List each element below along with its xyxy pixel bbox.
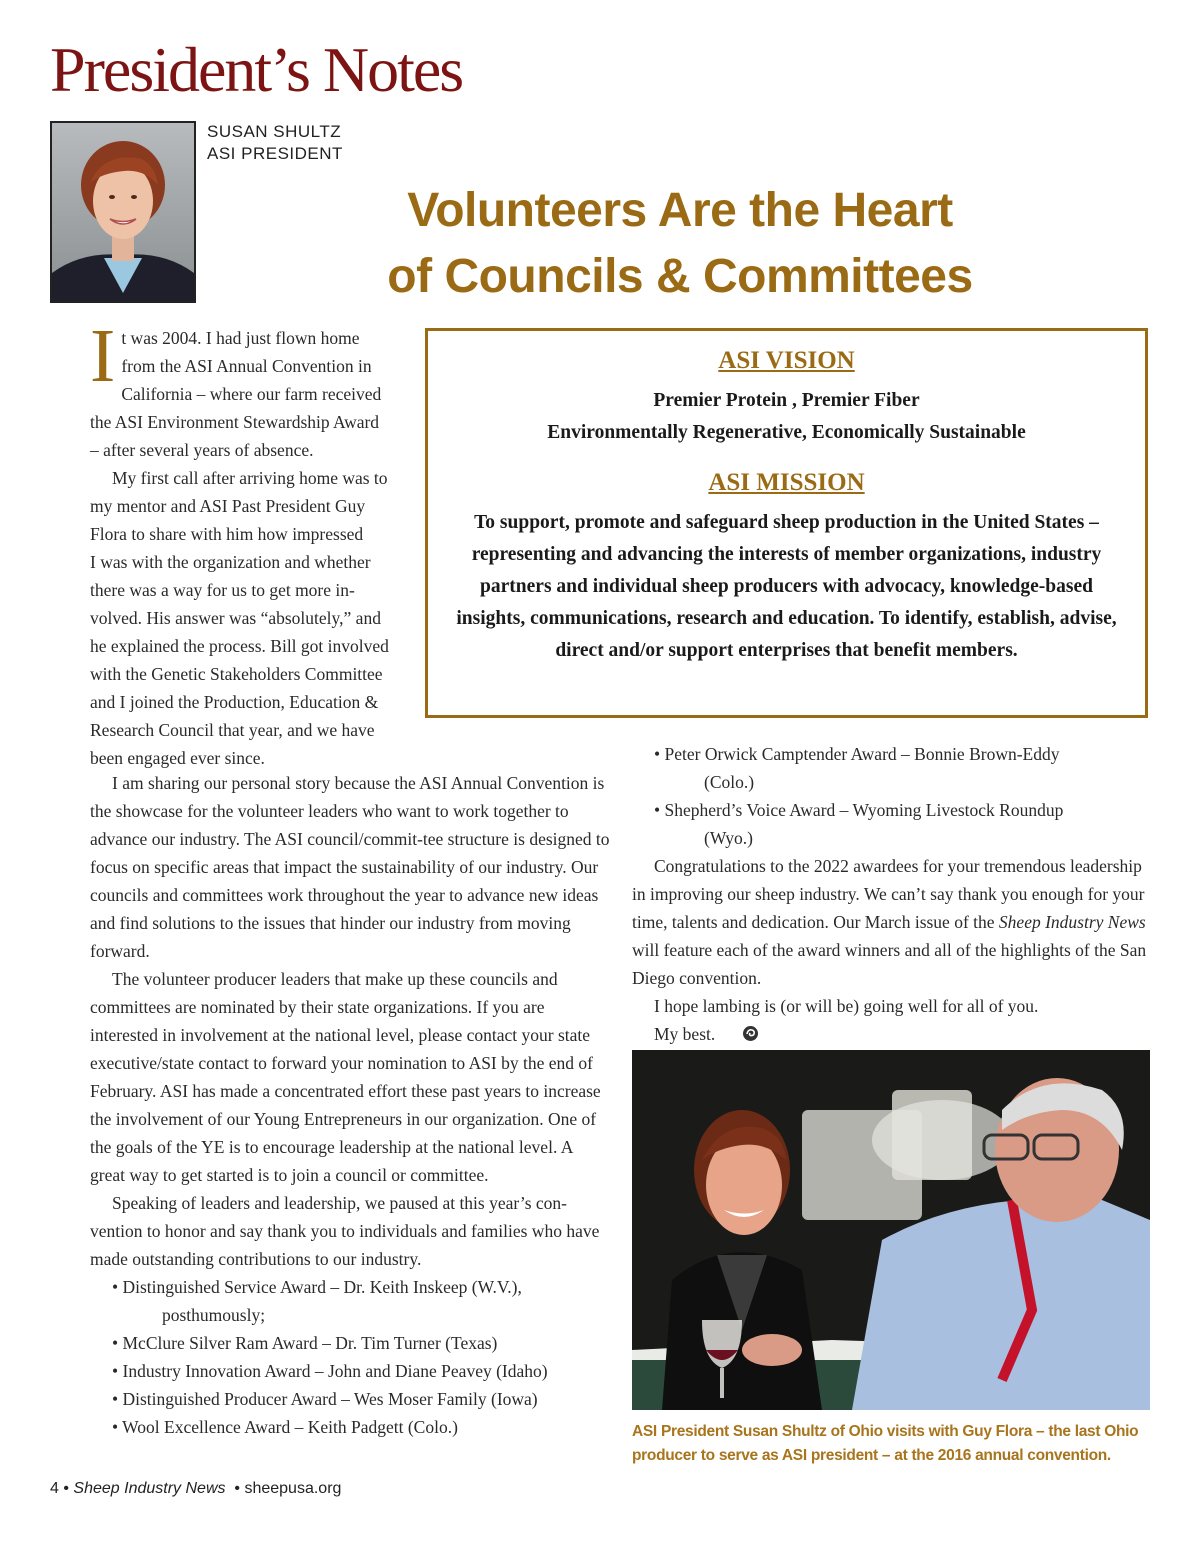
paragraph-1 [90, 314, 415, 464]
convention-photo [632, 1050, 1150, 1410]
award-item [112, 1273, 610, 1329]
paragraph-3: I am sharing our personal story because the ASI Annual Convention is the showcase for the volunteer leaders who want to work together to advance our industry. The ASI council/commit-tee structure is designed to focus on specific areas that impact the sustainability of our industry. Our councils and committees work throughout the year to advance new ideas and find solutions to the issues that hinder our industry from moving forward. [90, 773, 610, 961]
award-line-continued: (Wyo.) [704, 828, 753, 848]
text-line: My first call after arriving home was to [112, 468, 388, 488]
paragraph-5: Speaking of leaders and leadership, we paused at this year’s con-vention to honor and say thank you to individuals and families who have made outstanding contributions to our industry. [90, 1193, 600, 1269]
awards-list-left [90, 1273, 610, 1441]
text-line: t was 2004. I had just flown home [121, 328, 360, 348]
publication-name-inline: Sheep Industry News [998, 912, 1146, 932]
award-item [112, 1329, 610, 1357]
text-line: and I joined the Production, Education & [90, 692, 379, 712]
text-line: been engaged ever since. [90, 748, 265, 768]
article-body-right [632, 740, 1152, 1050]
footer-publication: Sheep Industry News [73, 1480, 226, 1497]
award-item [654, 796, 1152, 852]
author-headshot [50, 121, 196, 303]
footer-website: sheepusa.org [244, 1480, 342, 1497]
paragraph-6-text-b: will feature each of the award winners and all of the highlights of the San Diego convention. [632, 940, 1147, 988]
section-title: President’s Notes [50, 34, 463, 105]
award-line: • Industry Innovation Award – John and Diane Peavey (Idaho) [112, 1361, 548, 1381]
vision-line-1: Premier Protein , Premier Fiber [653, 390, 920, 411]
award-line-continued: posthumously; [162, 1305, 266, 1325]
award-line-continued: (Colo.) [704, 772, 755, 792]
vision-heading: ASI VISION [718, 347, 855, 374]
footer-separator-2: • [234, 1480, 240, 1497]
text-line: from the ASI Annual Convention in [121, 356, 372, 376]
text-line: California – where our farm received [121, 384, 382, 404]
text-line: there was a way for us to get more in- [90, 580, 355, 600]
text-line: with the Genetic Stakeholders Committee [90, 664, 383, 684]
page-number: 4 [50, 1480, 59, 1497]
paragraph-6 [632, 852, 1152, 992]
sign-off: My best. [654, 1024, 716, 1044]
article-headline [300, 178, 1060, 310]
awards-list-right [632, 740, 1152, 852]
paragraph-7: I hope lambing is (or will be) going well for all of you. [654, 996, 1039, 1016]
text-line: he explained the process. Bill got involved [90, 636, 389, 656]
headline-line-2: of Councils & Committees [387, 250, 973, 303]
award-line: • Wool Excellence Award – Keith Padgett (Colo.) [112, 1417, 458, 1437]
mission-text: To support, promote and safeguard sheep production in the United States – representing and advancing the interests of member organizations, industry partners and individual sheep producers with advocacy, knowledge-based insights, communications, research and education. To identify, establish, advise, direct and/or support enterprises that benefit members. [456, 512, 1117, 661]
mission-heading: ASI MISSION [708, 469, 865, 496]
author-byline [207, 121, 343, 165]
vision-line-2: Environmentally Regenerative, Economically Sustainable [547, 422, 1026, 443]
paragraph-6-text-a: Congratulations to the 2022 awardees for your tremendous leadership in improving our sheep industry. We can’t say thank you enough for your time, talents and dedication. Our March issue of the [632, 856, 1145, 932]
author-name: SUSAN SHULTZ [207, 122, 342, 141]
page-footer [50, 1480, 341, 1498]
award-item [112, 1385, 610, 1413]
text-line: Research Council that year, and we have [90, 720, 375, 740]
paragraph-8 [632, 1020, 1152, 1050]
award-line: • Peter Orwick Camptender Award – Bonnie Brown-Eddy [654, 744, 1060, 764]
photo-caption: ASI President Susan Shultz of Ohio visits with Guy Flora – the last Ohio producer to serve as ASI president – at the 2016 annual convention. [632, 1423, 1139, 1464]
drop-cap: I [90, 314, 116, 398]
award-line: • Distinguished Producer Award – Wes Moser Family (Iowa) [112, 1389, 538, 1409]
award-line: • Shepherd’s Voice Award – Wyoming Livestock Roundup [654, 800, 1064, 820]
text-line: volved. His answer was “absolutely,” and [90, 608, 381, 628]
paragraph-1-lines [90, 314, 415, 464]
award-item [112, 1413, 610, 1441]
award-item [112, 1357, 610, 1385]
text-line: the ASI Environment Stewardship Award [90, 412, 380, 432]
article-body-left [90, 769, 610, 1441]
text-line: – after several years of absence. [90, 440, 314, 460]
text-line: my mentor and ASI Past President Guy [90, 496, 366, 516]
paragraph-2 [90, 464, 415, 772]
paragraph-4: The volunteer producer leaders that make up these councils and committees are nominated by their state organizations. If you are interested in involvement at the national level, please contact your state executive/state contact to forward your nomination to ASI by the end of February. ASI has made a concentrated effort these past years to increase the involvement of our Young Entrepreneurs in our organization. One of the goals of the YE is to encourage leadership at the national level. A great way to get started is to join a council or committee. [90, 969, 601, 1185]
article-intro [90, 314, 415, 772]
vision-mission-box [425, 328, 1148, 718]
award-item [654, 740, 1152, 796]
text-line: Flora to share with him how impressed [90, 524, 364, 544]
headline-line-1: Volunteers Are the Heart [407, 184, 953, 237]
award-line: • McClure Silver Ram Award – Dr. Tim Turner (Texas) [112, 1333, 498, 1353]
end-mark-icon [720, 1022, 759, 1050]
text-line: I was with the organization and whether [90, 552, 371, 572]
award-line: • Distinguished Service Award – Dr. Keith Inskeep (W.V.), [112, 1277, 522, 1297]
footer-separator-1: • [63, 1480, 69, 1497]
author-role: ASI PRESIDENT [207, 144, 343, 163]
